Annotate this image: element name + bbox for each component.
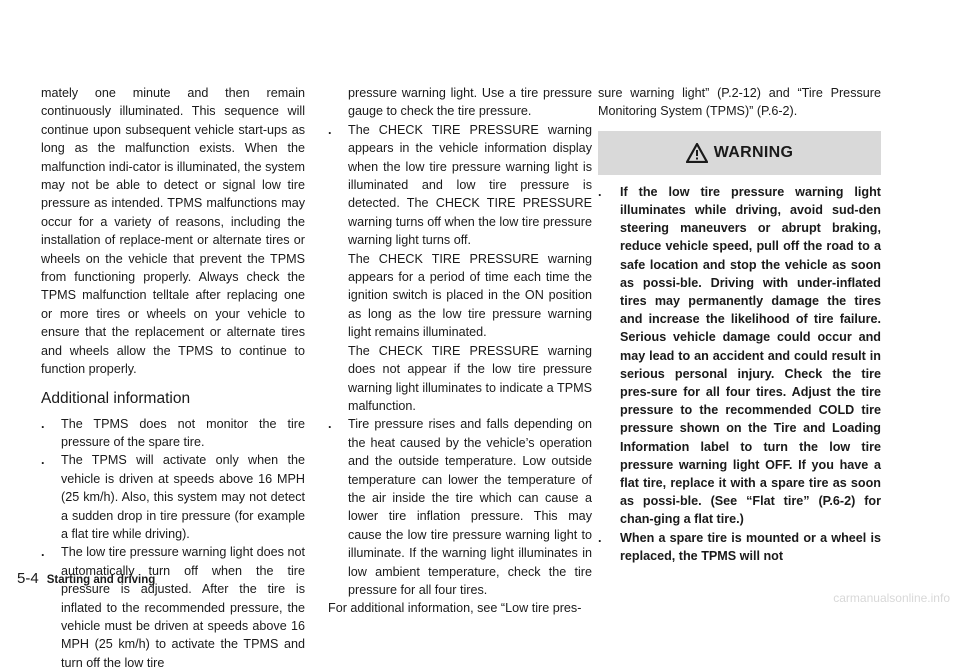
watermark: carmanualsonline.info xyxy=(833,591,950,605)
warning-item: . If the low tire pressure warning light illuminates while driving, avoid sud-den steering maneuvers or abrupt braking, reduce vehicle speed, pull off the road to a safe location and stop the vehicle as soon as possi-ble. Driving with under-inflated tires may permanently damage the tires and increase the likelihood of tire failure. Serious vehicle damage could occur and may lead to an accident and could result in serious personal injury. Check the tire pres-sure for all four tires. Adjust the tire pressure to the recommended COLD tire pressure shown on the Tire and Loading Information label to turn the low tire pressure warning light OFF. If you have a flat tire, replace it with a spare tire as soon as possi-ble. (See “Flat tire” (P.6-2) for chan-ging a flat tire.) xyxy=(598,183,881,529)
page-footer xyxy=(17,570,155,587)
warning-banner xyxy=(598,131,881,175)
continued-text: sure warning light” (P.2-12) and “Tire Pressure Monitoring System (TPMS)” (P.6-2). xyxy=(598,84,881,121)
bullet-dot: . xyxy=(41,543,45,561)
bullet-dot: . xyxy=(598,183,602,201)
section-heading: Additional information xyxy=(41,389,305,409)
list-item: . The TPMS will activate only when the vehicle is driven at speeds above 16 MPH (25 km/h). Also, this system may not detect a sudden drop in tire pressure (for example a flat tire while driving). xyxy=(41,451,305,543)
warning-list xyxy=(598,183,881,565)
warning-title: WARNING xyxy=(714,144,793,162)
sub-paragraph: The CHECK TIRE PRESSURE warning does not appear if the low tire pressure warning light illuminates to indicate a TPMS malfunction. xyxy=(348,342,592,416)
warning-item: . When a spare tire is mounted or a wheel is replaced, the TPMS will not xyxy=(598,529,881,565)
bullet-dot: . xyxy=(41,451,45,469)
info-list-cont xyxy=(328,121,592,600)
intro-paragraph: mately one minute and then remain continuously illuminated. This sequence will continue upon subsequent vehicle start-ups as long as the malfunction exists. When the malfunction indi-cator is illuminated, the system may not be able to detect or signal low tire pressure as intended. TPMS malfunctions may occur for a variety of reasons, including the installation of replace-ment or alternate tires or wheels on the vehicle that prevent the TPMS from functioning properly. Always check the TPMS malfunction telltale after replacing one or more tires or wheels on your vehicle to ensure that the replacement or alternate tires and wheels allow the TPMS to continue to function properly. xyxy=(41,84,305,379)
bullet-dot: . xyxy=(328,415,332,433)
page-number: 5-4 xyxy=(17,570,39,587)
section-name: Starting and driving xyxy=(47,574,156,586)
continued-text: pressure warning light. Use a tire pressure gauge to check the tire pressure. xyxy=(328,84,592,121)
list-item: . The low tire pressure warning light does not automatically turn off when the tire pressure is adjusted. After the tire is inflated to the recommended pressure, the vehicle must be driven at speeds above 16 MPH (25 km/h) to activate the TPMS and turn off the low tire xyxy=(41,543,305,672)
column-middle xyxy=(328,84,592,618)
column-right xyxy=(598,84,881,565)
closing-text: For additional information, see “Low tire pres- xyxy=(328,599,592,617)
sub-paragraph: The CHECK TIRE PRESSURE warning appears for a period of time each time the ignition switch is placed in the ON position as long as the low tire pressure warning light remains illuminated. xyxy=(348,250,592,342)
list-item: . The TPMS does not monitor the tire pressure of the spare tire. xyxy=(41,415,305,452)
list-item: . Tire pressure rises and falls depending on the heat caused by the vehicle’s operation and the outside temperature. Low outside temperature can lower the temperature of the air inside the tire which can cause a lower tire inflation pressure. This may cause the low tire pressure warning light to illuminate. If the warning light illuminates in low ambient temperature, check the tire pressure for all four tires. xyxy=(328,415,592,599)
info-list xyxy=(41,415,305,672)
bullet-dot: . xyxy=(41,415,45,433)
list-item: . The CHECK TIRE PRESSURE warning appears in the vehicle information display when the low tire pressure warning light is illuminated and low tire pressure is detected. The CHECK TIRE PRESSURE warning turns off when the low tire pressure warning light turns off. The CHECK TIRE PRESSURE warning appears for a period of time each time the ignition switch is placed in the ON position as long as the low tire pressure warning light remains illuminated. The CHECK TIRE PRESSURE warning does not appear if the low tire pressure warning light illuminates to indicate a TPMS malfunction. xyxy=(328,121,592,416)
bullet-dot: . xyxy=(598,529,602,547)
warning-triangle-icon xyxy=(686,143,708,163)
bullet-dot: . xyxy=(328,121,332,139)
